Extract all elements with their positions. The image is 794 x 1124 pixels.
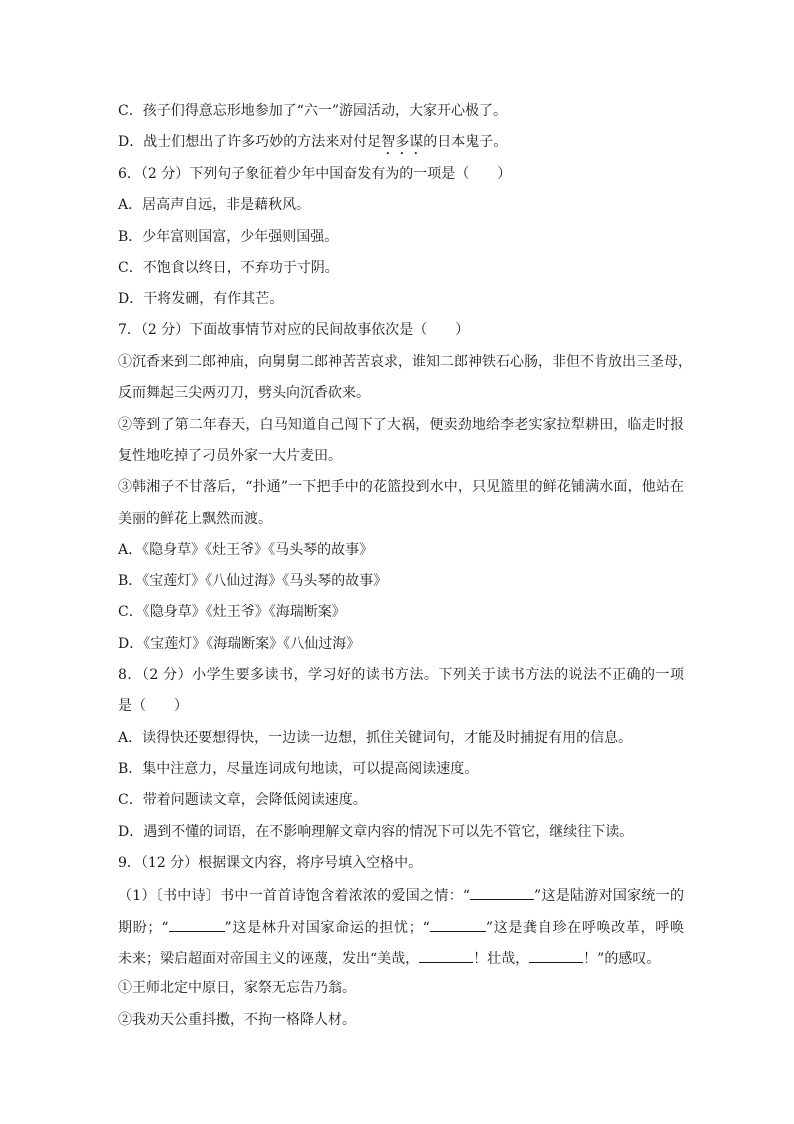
q6-option-a: A．居高声自远，非是藉秋风。 bbox=[118, 197, 311, 213]
q9-text-1: （1）〔书中诗〕书中一首首诗饱含着浓浓的爱国之情：“ bbox=[118, 888, 471, 904]
blank-2[interactable] bbox=[169, 917, 225, 932]
q9-part1-line-1 bbox=[118, 885, 684, 903]
q8-option-d: D．遇到不懂的词语，在不影响理解文章内容的情况下可以先不管它，继续往下读。 bbox=[118, 824, 634, 840]
q9-text-2: ”这是陆游对国家统一的 bbox=[534, 888, 684, 904]
q6-stem: 6．（2 分）下列句子象征着少年中国奋发有为的一项是（ ） bbox=[118, 166, 512, 182]
q9-text-7: ！壮哉， bbox=[473, 951, 530, 967]
q9-stem: 9．（12 分）根据课文内容，将序号填入空格中。 bbox=[118, 855, 423, 871]
blank-3[interactable] bbox=[430, 917, 486, 932]
blank-1[interactable] bbox=[470, 885, 534, 900]
q7-story-3-line-1: ③韩湘子不甘落后，“扑通”一下把手中的花篮投到水中，只见篮里的鲜花铺满水面，他站在 bbox=[118, 479, 684, 495]
q5-option-c: C．孩子们得意忘形地参加了“六一”游园活动，大家开心极了。 bbox=[118, 103, 508, 119]
q9-text-5: ”这是龚自珍在呼唤改革，呼唤 bbox=[485, 920, 684, 936]
q8-stem-line-2: 是（ ） bbox=[118, 698, 188, 714]
q9-part1-line-3 bbox=[118, 948, 684, 966]
q5-option-d-text-2: 的日本鬼子。 bbox=[423, 134, 508, 150]
q7-option-d: D．《宝莲灯》《海瑞断案》《八仙过海》 bbox=[118, 636, 361, 652]
q7-option-a: A．《隐身草》《灶王爷》《马头琴的故事》 bbox=[118, 542, 374, 558]
q8-option-c: C．带着问题读文章，会降低阅读速度。 bbox=[118, 792, 367, 808]
q5-option-d-emphasis: 智多谋 bbox=[381, 134, 424, 150]
q9-text-6: 未来；梁启超面对帝国主义的诬蔑，发出“美哉， bbox=[118, 951, 420, 967]
q8-option-a: A．读得快还要想得快，一边读一边想，抓住关键词句，才能及时捕捉有用的信息。 bbox=[118, 730, 633, 746]
q7-option-b: B．《宝莲灯》《八仙过海》《马头琴的故事》 bbox=[118, 573, 388, 589]
q7-story-2-line-1: ②等到了第二年春天，白马知道自己闯下了大祸，便卖劲地给李老实家拉犁耕田，临走时报 bbox=[118, 417, 684, 433]
q6-option-d: D．干将发硎，有作其芒。 bbox=[118, 291, 284, 307]
q7-story-1-line-1: ①沉香来到二郎神庙，向舅舅二郎神苦苦哀求，谁知二郎神铁石心肠，非但不肯放出三圣母， bbox=[118, 354, 692, 370]
blank-4[interactable] bbox=[419, 948, 473, 963]
q8-stem-line-1: 8．（2 分）小学生要多读书，学习好的读书方法。下列关于读书方法的说法不正确的一项 bbox=[118, 667, 684, 683]
q6-option-b: B．少年富则国富，少年强则国强。 bbox=[118, 229, 339, 245]
q7-story-2-line-2: 复性地吃掉了刁员外家一大片麦田。 bbox=[118, 448, 342, 464]
q9-text-4: ”这是林升对国家命运的担忧；“ bbox=[224, 920, 430, 936]
q9-part1-line-2 bbox=[118, 917, 684, 935]
q7-stem: 7．（2 分）下面故事情节对应的民间故事依次是（ ） bbox=[118, 322, 470, 338]
q8-option-b: B．集中注意力，尽量连词成句地读，可以提高阅读速度。 bbox=[118, 761, 479, 777]
q9-text-8: ！”的感叹。 bbox=[583, 951, 661, 967]
q9-item-2: ②我劝天公重抖擞，不拘一格降人材。 bbox=[118, 1012, 356, 1028]
q7-option-c: C．《隐身草》《灶王爷》《海瑞断案》 bbox=[118, 604, 346, 620]
q9-text-3: 期盼；“ bbox=[118, 920, 169, 936]
blank-5[interactable] bbox=[529, 948, 583, 963]
q5-option-d bbox=[118, 133, 684, 151]
q5-option-d-text-1: D．战士们想出了许多巧妙的方法来对付足 bbox=[118, 134, 382, 150]
q7-story-3-line-2: 美丽的鲜花上飘然而渡。 bbox=[118, 511, 272, 527]
q7-story-1-line-2: 反而舞起三尖两刃刀，劈头向沉香砍来。 bbox=[118, 385, 370, 401]
q6-option-c: C．不饱食以终日，不弃功于寸阴。 bbox=[118, 260, 339, 276]
q9-item-1: ①王师北定中原日，家祭无忘告乃翁。 bbox=[118, 980, 356, 996]
